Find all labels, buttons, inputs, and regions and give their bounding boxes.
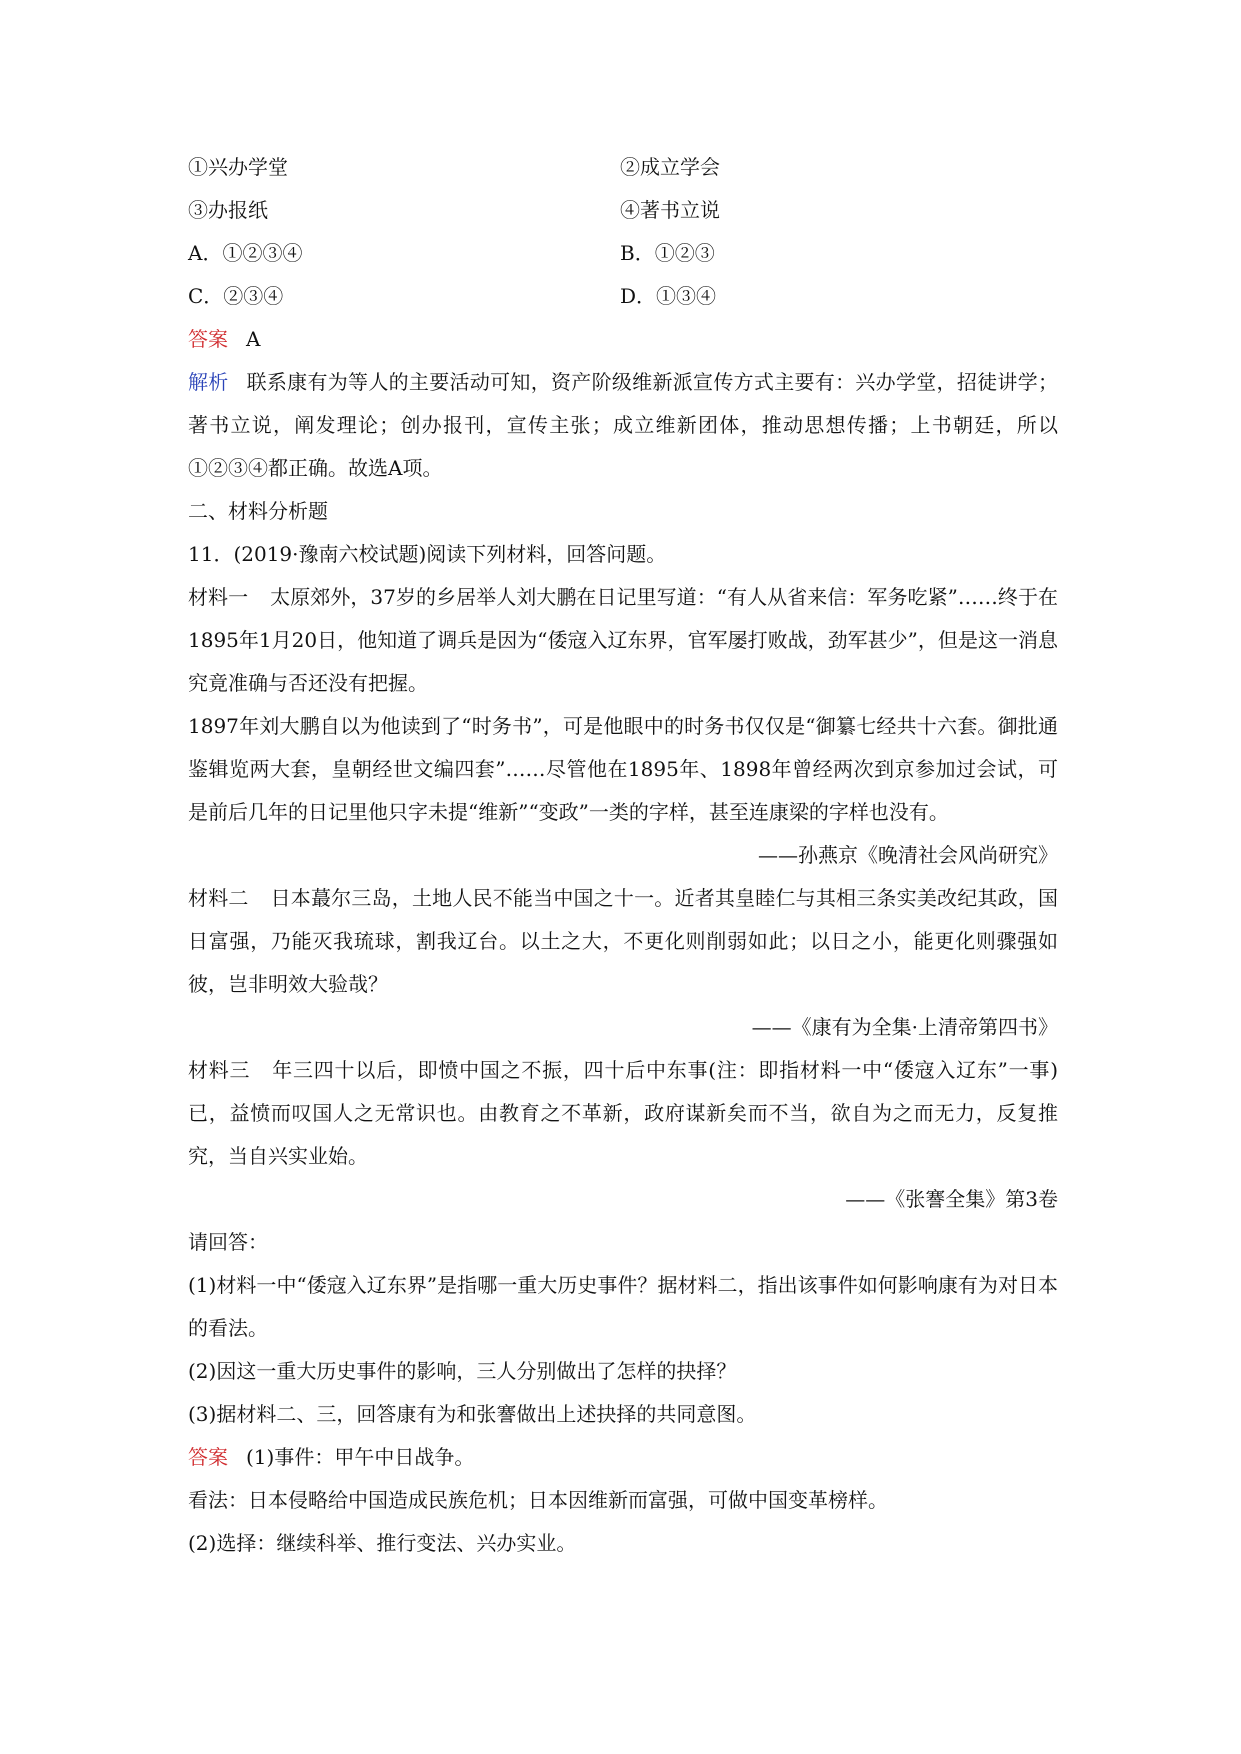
material-label: 材料一: [188, 585, 249, 609]
material-three: [188, 1049, 1058, 1178]
answer-part-1: (1)事件：甲午中日战争。: [246, 1445, 475, 1469]
answer-value: A: [246, 327, 261, 351]
material-text: 日本蕞尔三岛，土地人民不能当中国之十一。近者其皇睦仁与其相三条实美改纪其政，国日富强，乃能灭我琉球，割我辽台。以土之大，不更化则削弱如此；以日之小，能更化则骤强如彼，岂非明效大验哉？: [188, 886, 1059, 996]
answer-part-1b: 看法：日本侵略给中国造成民族危机；日本因维新而富强，可做中国变革榜样。: [188, 1488, 888, 1512]
sub-question-3: (3)据材料二、三，回答康有为和张謇做出上述抉择的共同意图。: [188, 1402, 757, 1426]
material-two: [188, 877, 1058, 1006]
material-label: 材料三: [188, 1058, 251, 1082]
ask-prompt: 请回答：: [188, 1230, 268, 1254]
choice-row: [188, 232, 1058, 275]
choice-b: B．①②③: [620, 241, 715, 265]
sub-question-2: (2)因这一重大历史事件的影响，三人分别做出了怎样的抉择？: [188, 1359, 737, 1383]
document-page: [188, 146, 1058, 1565]
material-label: 材料二: [188, 886, 249, 910]
choice-row: [188, 275, 1058, 318]
material-source: ——《康有为全集·上清帝第四书》: [751, 1015, 1058, 1039]
option-item: ④著书立说: [620, 198, 720, 222]
q10-answer: [188, 318, 1058, 361]
analysis-text: 联系康有为等人的主要活动可知，资产阶级维新派宣传方式主要有：兴办学堂，招徒讲学；著书立说，阐发理论；创办报刊，宣传主张；成立维新团体，推动思想传播；上书朝廷，所以①②③④都正确。故选A项。: [188, 370, 1059, 480]
choice-c: C．②③④: [188, 284, 284, 308]
material-text: 年三四十以后，即愤中国之不振，四十后中东事(注：即指材料一中“倭寇入辽东”一事)已，益愤而叹国人之无常识也。由教育之不革新，政府谋新矣而不当，欲自为之而无力，反复推究，当自兴实业始。: [188, 1058, 1058, 1168]
material-source: ——孙燕京《晚清社会风尚研究》: [758, 843, 1058, 867]
option-row: [188, 189, 1058, 232]
section-title: 二、材料分析题: [188, 499, 328, 523]
q11-answer: [188, 1436, 1058, 1479]
answer-part-2: (2)选择：继续科举、推行变法、兴办实业。: [188, 1531, 577, 1555]
material-one-paragraph-2: 1897年刘大鹏自以为他读到了“时务书”，可是他眼中的时务书仅仅是“御纂七经共十六套。御批通鉴辑览两大套，皇朝经世文编四套”……尽管他在1895年、1898年曾经两次到京参加过会试，可是前后几年的日记里他只字未提“维新”“变政”一类的字样，甚至连康梁的字样也没有。: [188, 714, 1058, 824]
material-one: [188, 576, 1058, 705]
choice-d: D．①③④: [620, 284, 717, 308]
q10-analysis: [188, 361, 1058, 490]
option-item: ③办报纸: [188, 198, 268, 222]
question-stem: 11．(2019·豫南六校试题)阅读下列材料，回答问题。: [188, 542, 667, 566]
option-item: ②成立学会: [620, 155, 720, 179]
answer-label: 答案: [188, 327, 228, 351]
choice-a: A．①②③④: [188, 241, 303, 265]
answer-label: 答案: [188, 1445, 228, 1469]
material-source: ——《张謇全集》第3卷: [845, 1187, 1058, 1211]
sub-question-1: (1)材料一中“倭寇入辽东界”是指哪一重大历史事件？据材料二，指出该事件如何影响康有为对日本的看法。: [188, 1273, 1058, 1340]
option-item: ①兴办学堂: [188, 155, 288, 179]
option-row: [188, 146, 1058, 189]
analysis-label: 解析: [188, 370, 229, 394]
material-text: 太原郊外，37岁的乡居举人刘大鹏在日记里写道：“有人从省来信：军务吃紧”……终于在1895年1月20日，他知道了调兵是因为“倭寇入辽东界，官军屡打败战，劲军甚少”，但是这一消息究竟准确与否还没有把握。: [188, 585, 1059, 695]
